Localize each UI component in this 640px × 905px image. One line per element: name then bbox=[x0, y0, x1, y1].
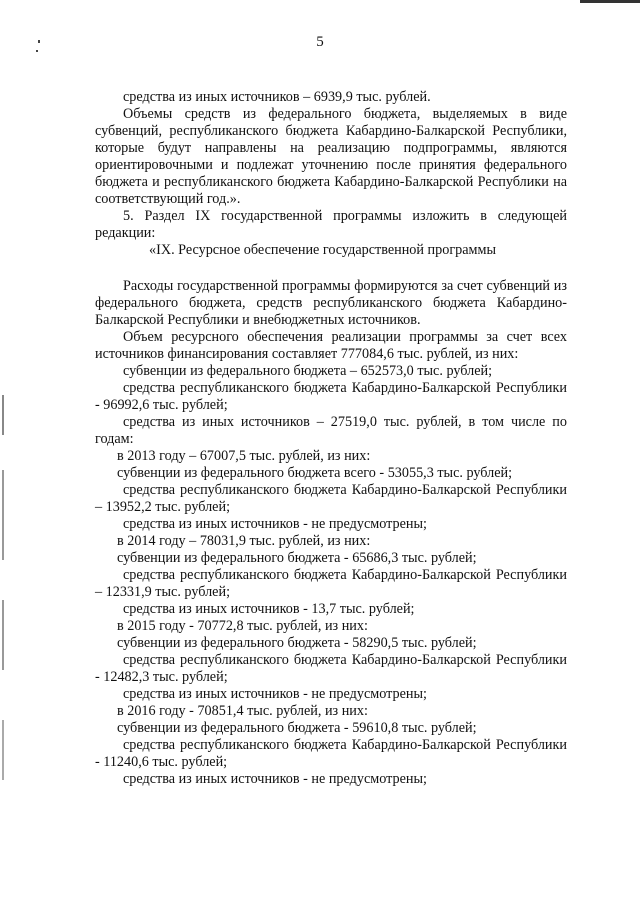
paragraph: субвенции из федерального бюджета - 58290,5 тыс. рублей; bbox=[117, 635, 477, 651]
paragraph: субвенции из федерального бюджета - 65686,3 тыс. рублей; bbox=[117, 550, 477, 566]
paragraph: средства республиканского бюджета Кабардино-Балкарской Республики - 12482,3 тыс. рублей; bbox=[95, 652, 567, 685]
paragraph: Объемы средств из федерального бюджета, выделяемых в виде субвенций, республиканского бюджета Кабардино-Балкарской Республики, которые будут направлены на реализацию подпрограммы, являются ориентировочными и подлежат уточнению после принятия федерального бюджета и республиканского бюджета Кабардино-Балкарской Республики на соответствующий год.». bbox=[95, 106, 567, 207]
paragraph: субвенции из федерального бюджета всего - 53055,3 тыс. рублей; bbox=[117, 465, 513, 481]
scan-edge-mark bbox=[580, 0, 640, 3]
section-heading: «IX. Ресурсное обеспечение государственной программы bbox=[149, 242, 497, 258]
paragraph: средства из иных источников - не предусмотрены; bbox=[123, 516, 427, 532]
document-body bbox=[95, 89, 567, 788]
paragraph: Объем ресурсного обеспечения реализации программы за счет всех источников финансирования составляет 777084,6 тыс. рублей, из них: bbox=[95, 329, 567, 362]
paragraph: средства республиканского бюджета Кабардино-Балкарской Республики - 11240,6 тыс. рублей; bbox=[95, 737, 567, 770]
paragraph: средства из иных источников – 6939,9 тыс. рублей. bbox=[123, 89, 431, 105]
paragraph: средства республиканского бюджета Кабардино-Балкарской Республики – 12331,9 тыс. рублей; bbox=[95, 567, 567, 600]
paragraph: в 2015 году - 70772,8 тыс. рублей, из них: bbox=[117, 618, 368, 634]
paragraph: средства республиканского бюджета Кабардино-Балкарской Республики – 13952,2 тыс. рублей; bbox=[95, 482, 567, 515]
paragraph: средства из иных источников - не предусмотрены; bbox=[123, 686, 427, 702]
paragraph: в 2016 году - 70851,4 тыс. рублей, из них: bbox=[117, 703, 368, 719]
paragraph: в 2013 году – 67007,5 тыс. рублей, из них: bbox=[117, 448, 371, 464]
scan-artifact bbox=[2, 395, 4, 435]
paragraph: средства республиканского бюджета Кабардино-Балкарской Республики - 96992,6 тыс. рублей; bbox=[95, 380, 567, 413]
spacer bbox=[95, 259, 567, 278]
page-number: 5 bbox=[316, 34, 324, 50]
paragraph: средства из иных источников – 27519,0 тыс. рублей, в том числе по годам: bbox=[95, 414, 567, 447]
list-item: 5. Раздел IX государственной программы изложить в следующей редакции: bbox=[95, 208, 567, 241]
paragraph: Расходы государственной программы формируются за счет субвенций из федерального бюджета, средств республиканского бюджета Кабардино-Балкарской Республики и внебюджетных источников. bbox=[95, 278, 567, 328]
scan-artifact bbox=[2, 720, 4, 780]
scan-artifact bbox=[2, 470, 4, 560]
paragraph: средства из иных источников - 13,7 тыс. рублей; bbox=[123, 601, 415, 617]
paragraph: субвенции из федерального бюджета - 59610,8 тыс. рублей; bbox=[117, 720, 477, 736]
scan-artifact bbox=[2, 600, 4, 670]
paragraph: средства из иных источников - не предусмотрены; bbox=[123, 771, 427, 787]
paragraph: в 2014 году – 78031,9 тыс. рублей, из них: bbox=[117, 533, 371, 549]
paragraph: субвенции из федерального бюджета – 652573,0 тыс. рублей; bbox=[123, 363, 493, 379]
